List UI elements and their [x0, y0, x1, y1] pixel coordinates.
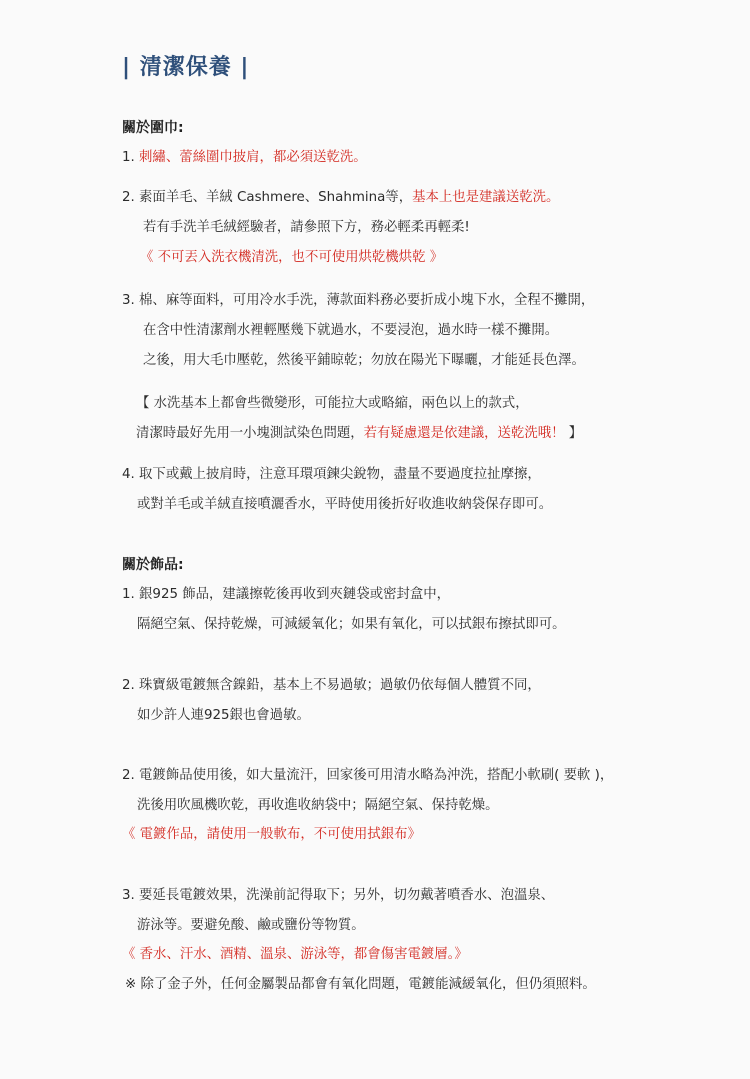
scarf-item-1-text: 刺繡、蕾絲圍巾披肩，都必須送乾洗。: [139, 150, 367, 165]
scarf-item-3-line-3: 之後，用大毛巾壓乾，然後平鋪晾乾；勿放在陽光下曝曬，才能延長色澤。: [143, 353, 585, 368]
jewelry-item-3-warning: 《 電鍍作品，請使用一般軟布，不可使用拭銀布》: [122, 827, 421, 842]
scarf-item-2-warning: 《 不可丟入洗衣機清洗，也不可使用烘乾機烘乾 》: [140, 250, 444, 265]
scarf-item-2-line-2: 若有手洗羊毛絨經驗者，請參照下方，務必輕柔再輕柔!: [143, 220, 470, 235]
jewelry-item-2-line-1: 2. 珠寶級電鍍無含鎳鉛，基本上不易過敏；過敏仍依每個人體質不同，: [122, 678, 541, 693]
jewelry-heading: 關於飾品:: [122, 557, 184, 573]
jewelry-item-1-line-2: 隔絕空氣、保持乾燥，可減緩氧化；如果有氧化，可以拭銀布擦拭即可。: [137, 617, 566, 632]
jewelry-item-4-line-2: 游泳等。要避免酸、鹼或鹽份等物質。: [137, 918, 365, 933]
scarf-note-line-1: 【 水洗基本上都會些微變形，可能拉大或略縮，兩色以上的款式，: [136, 396, 529, 411]
scarf-item-1: [122, 149, 367, 167]
jewelry-item-3-line-2: 洗後用吹風機吹乾，再收進收納袋中；隔絕空氣、保持乾燥。: [137, 798, 499, 813]
scarf-item-2: [122, 189, 559, 207]
scarf-note-end: 】: [564, 426, 583, 441]
page-title: | 清潔保養 |: [122, 55, 250, 80]
jewelry-item-4-line-1: 3. 要延長電鍍效果，洗澡前記得取下；另外，切勿戴著噴香水、泡溫泉、: [122, 888, 555, 903]
scarf-item-2-text: 2. 素面羊毛、羊絨 Cashmere、Shahmina等，: [122, 190, 413, 205]
jewelry-item-1-line-1: 1. 銀925 飾品，建議擦乾後再收到夾鏈袋或密封盒中，: [122, 587, 451, 602]
jewelry-footnote: ※ 除了金子外，任何金屬製品都會有氧化問題，電鍍能減緩氧化，但仍須照料。: [125, 977, 596, 992]
scarf-note-text: 清潔時最好先用一小塊測試染色問題，: [136, 426, 364, 441]
scarf-item-1-number: 1.: [122, 150, 140, 165]
scarf-note-line-2: [136, 425, 582, 443]
scarf-item-4-line-1: 4. 取下或戴上披肩時，注意耳環項鍊尖銳物，盡量不要過度拉扯摩擦，: [122, 467, 541, 482]
scarf-item-4-line-2: 或對羊毛或羊絨直接噴灑香水，平時使用後折好收進收納袋保存即可。: [137, 497, 553, 512]
scarf-item-3-line-1: 3. 棉、麻等面料，可用冷水手洗，薄款面料務必要折成小塊下水，全程不攤開，: [122, 293, 595, 308]
jewelry-item-2-line-2: 如少許人連925銀也會過敏。: [137, 708, 310, 723]
scarf-item-3-line-2: 在含中性清潔劑水裡輕壓幾下就過水，不要浸泡，過水時一樣不攤開。: [143, 323, 559, 338]
jewelry-item-4-warning: 《 香水、汗水、酒精、溫泉、游泳等，都會傷害電鍍層。》: [122, 947, 468, 962]
scarf-item-2-red: 基本上也是建議送乾洗。: [412, 190, 560, 205]
scarf-note-red: 若有疑慮還是依建議，送乾洗哦！: [363, 426, 565, 441]
jewelry-item-3-line-1: 2. 電鍍飾品使用後，如大量流汗，回家後可用清水略為沖洗，搭配小軟刷( 要軟 )，: [122, 768, 614, 783]
scarf-heading: 關於圍巾:: [122, 120, 184, 136]
